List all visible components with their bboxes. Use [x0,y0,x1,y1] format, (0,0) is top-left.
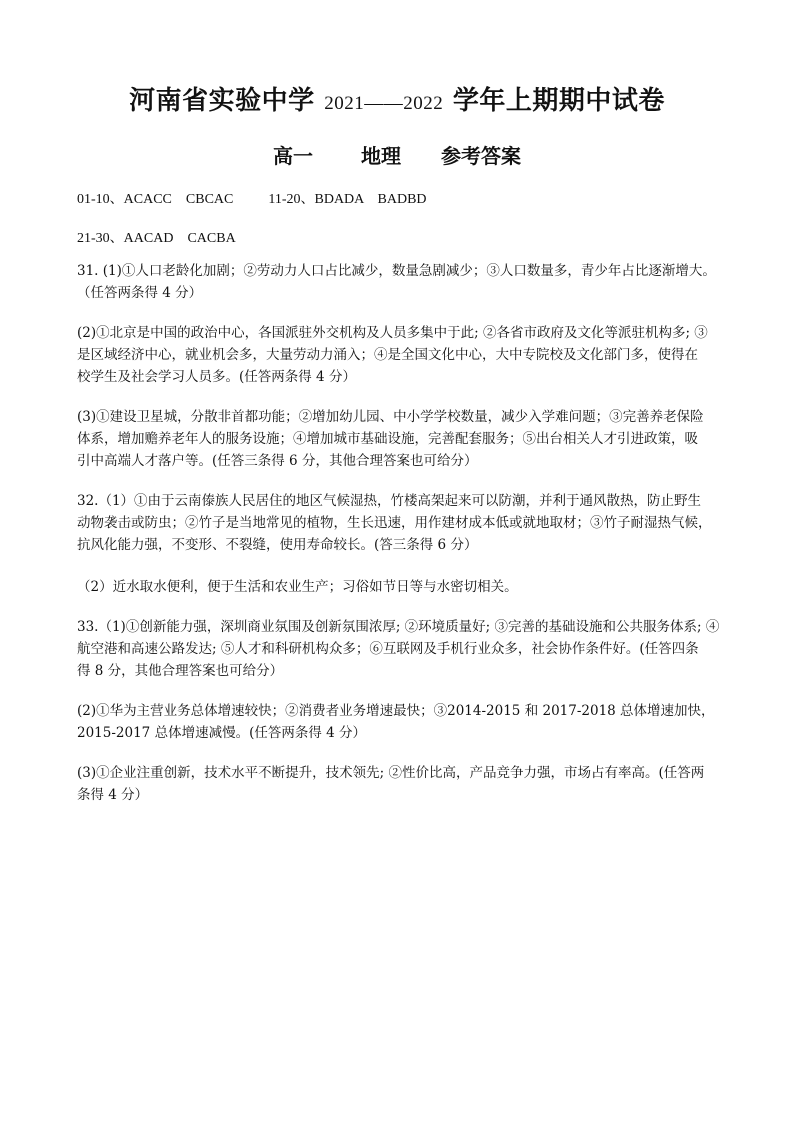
text-line: 是区域经济中心，就业机会多，大量劳动力涌入；④是全国文化中心，大中专院校及文化部门多，使得在 [77,347,698,363]
q33-part2 [77,700,743,744]
text-line: 31. (1)①人口老龄化加剧；②劳动力人口占比减少，数量急剧减少；③人口数量多，青少年占比逐渐增大。 [77,263,716,279]
text-line: (3)①企业注重创新，技术水平不断提升，技术领先; ②性价比高，产品竞争力强，市场占有率高。(任答两 [77,765,705,781]
title-year: 2021——2022 [324,93,444,114]
title-suffix: 学年上期期中试卷 [452,86,665,116]
text-line: (2)①北京是中国的政治中心，各国派驻外交机构及人员多集中于此; ②各省市政府及文化等派驻机构多; ③ [77,325,708,341]
text-line: 条得 4 分） [77,787,149,803]
page-subtitle [0,140,794,169]
text-line: 32.（1）①由于云南傣族人民居住的地区气候湿热，竹楼高架起来可以防潮，并利于通风散热，防止野生 [77,493,702,509]
text-line: (2)①华为主营业务总体增速较快；②消费者业务增速最快；③2014-2015 和 2017-2018 总体增速加快， [77,703,715,719]
text-line: 引中高端人才落户等。(任答三条得 6 分，其他合理答案也可给分） [77,453,478,469]
text-line: 校学生及社会学习人员多。(任答两条得 4 分） [77,369,356,385]
text-line: 抗风化能力强，不变形、不裂缝，使用寿命较长。(答三条得 6 分） [77,537,478,553]
page-title [0,80,794,117]
mc-answers-line-1: 01-10、ACACC CBCAC 11-20、BDADA BADBD [77,192,427,207]
text-line: 33.（1)①创新能力强，深圳商业氛围及创新氛围浓厚; ②环境质量好; ③完善的基础设施和公共服务体系; ④ [77,619,720,635]
q31-part2 [77,322,743,388]
q32-part1 [77,490,743,556]
text-line: （2）近水取水便利，便于生活和农业生产；习俗如节日等与水密切相关。 [77,579,518,595]
q31-part1 [77,260,743,304]
text-line: 得 8 分，其他合理答案也可给分） [77,663,284,679]
subtitle-subject: 地理 [361,144,401,168]
text-line: 航空港和高速公路发达; ⑤人才和科研机构众多；⑥互联网及手机行业众多，社会协作条件好。(任答四条 [77,641,699,657]
text-line: (3)①建设卫星城，分散非首都功能；②增加幼儿园、中小学学校数量，减少入学难问题；③完善养老保险 [77,409,704,425]
text-line: 2015-2017 总体增速减慢。(任答两条得 4 分） [77,725,367,741]
q33-part3 [77,762,743,806]
q32-part2 [77,576,743,598]
text-line: 体系，增加赡养老年人的服务设施；④增加城市基础设施，完善配套服务；⑤出台相关人才引进政策，吸 [77,431,698,447]
title-prefix: 河南省实验中学 [129,86,315,116]
text-line: 动物袭击或防虫；②竹子是当地常见的植物，生长迅速，用作建材成本低或就地取材；③竹子耐湿热气候， [77,515,712,531]
subtitle-type: 参考答案 [441,144,521,168]
mc-answers-line-2: 21-30、AACAD CACBA [77,231,236,246]
text-line: （任答两条得 4 分） [77,285,203,301]
q33-part1 [77,616,743,682]
q31-part3 [77,406,743,472]
subtitle-grade: 高一 [273,144,313,168]
